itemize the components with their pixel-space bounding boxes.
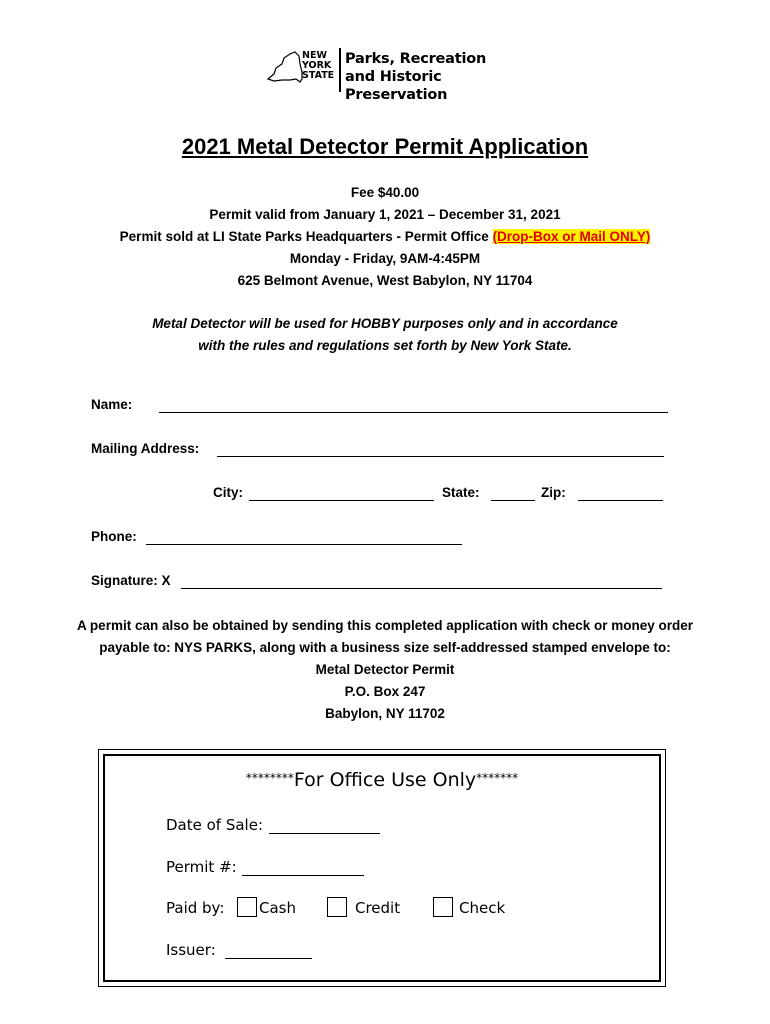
hours-line: Monday - Friday, 9AM-4:45PM xyxy=(289,251,481,266)
permit-number-field[interactable] xyxy=(242,860,364,876)
hobby-statement-line2: with the rules and regulations set forth by New York State. xyxy=(198,338,572,353)
city-label: City: xyxy=(213,485,243,500)
nys-wordmark: NEW YORK STATE xyxy=(302,50,335,81)
date-of-sale-field[interactable] xyxy=(269,818,380,834)
cash-checkbox[interactable] xyxy=(237,897,257,917)
nys-parks-logo xyxy=(262,44,522,103)
mailing-address-label: Mailing Address: xyxy=(91,441,200,456)
date-of-sale-label: Date of Sale: xyxy=(166,816,264,834)
phone-field[interactable] xyxy=(146,530,462,545)
new-york-state-map-icon xyxy=(262,46,304,86)
hobby-statement-line1: Metal Detector will be used for HOBBY purposes only and in accordance xyxy=(152,316,618,331)
credit-label: Credit xyxy=(355,899,401,917)
office-use-title: ********For Office Use Only******* xyxy=(245,769,519,791)
phone-label: Phone: xyxy=(91,529,137,544)
state-field[interactable] xyxy=(491,486,535,501)
mailing-recipient: Metal Detector Permit xyxy=(315,662,455,677)
mail-note-line1: A permit can also be obtained by sending this completed application with check or money order xyxy=(76,618,694,633)
permit-number-label: Permit #: xyxy=(166,858,237,876)
logo-divider xyxy=(339,48,341,92)
zip-field[interactable] xyxy=(578,486,663,501)
name-label: Name: xyxy=(91,397,133,412)
drop-box-highlight: (Drop-Box or Mail ONLY) xyxy=(492,229,651,244)
signature-label: Signature: X xyxy=(91,573,171,588)
city-field[interactable] xyxy=(249,486,434,501)
mailing-address-field[interactable] xyxy=(217,442,664,457)
issuer-label: Issuer: xyxy=(166,941,216,959)
validity-line: Permit valid from January 1, 2021 – December 31, 2021 xyxy=(209,207,561,222)
address-line: 625 Belmont Avenue, West Babylon, NY 11704 xyxy=(237,273,533,288)
check-label: Check xyxy=(459,899,506,917)
paid-by-label: Paid by: xyxy=(166,899,225,917)
state-label: State: xyxy=(442,485,480,500)
name-field[interactable] xyxy=(159,398,668,413)
mailing-po-box: P.O. Box 247 xyxy=(344,684,426,699)
issuer-field[interactable] xyxy=(225,943,312,959)
fee-line: Fee $40.00 xyxy=(350,185,420,200)
mailing-city: Babylon, NY 11702 xyxy=(325,706,445,721)
check-checkbox[interactable] xyxy=(433,897,453,917)
credit-checkbox[interactable] xyxy=(327,897,347,917)
sold-at-line xyxy=(0,226,770,248)
zip-label: Zip: xyxy=(541,485,566,500)
signature-field[interactable] xyxy=(181,574,662,589)
sold-at-text: Permit sold at LI State Parks Headquarters - Permit Office xyxy=(119,229,489,244)
office-use-box xyxy=(98,749,666,987)
agency-name: Parks, Recreation and Historic Preservation xyxy=(345,51,487,103)
mail-note-line2: payable to: NYS PARKS, along with a business size self-addressed stamped envelope to: xyxy=(99,640,671,655)
page-title: 2021 Metal Detector Permit Application xyxy=(181,134,589,159)
cash-label: Cash xyxy=(259,899,296,917)
